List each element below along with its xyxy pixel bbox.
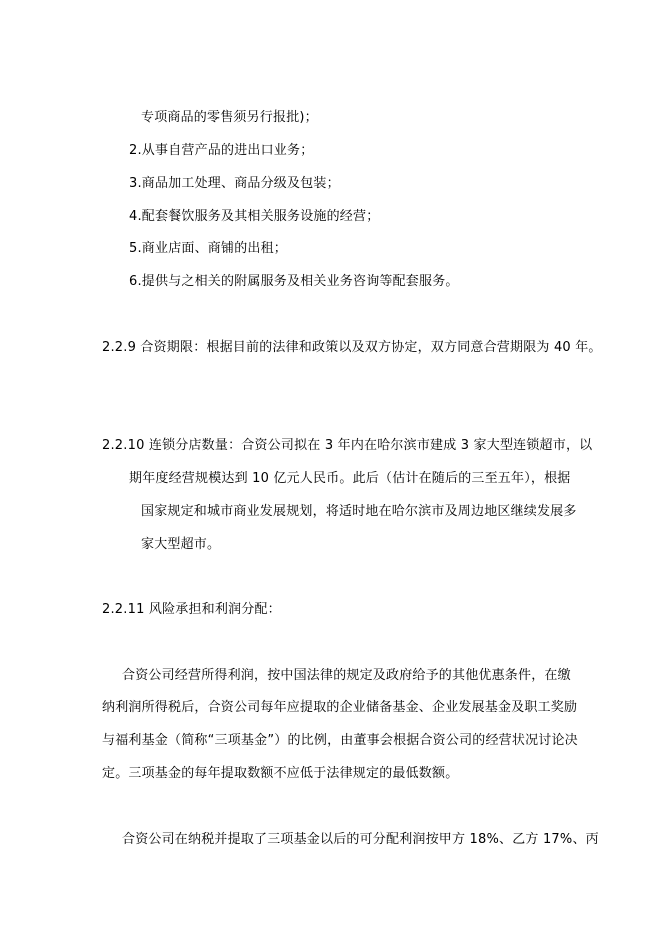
scope-item-4: 4.配套餐饮服务及其相关服务设施的经营； xyxy=(129,209,380,224)
section-2-2-10-line-3: 国家规定和城市商业发展规划，将适时地在哈尔滨市及周边地区继续发展多 xyxy=(141,504,577,519)
scope-item-continuation: 专项商品的零售须另行报批)； xyxy=(141,110,318,125)
section-2-2-11-paragraph-1-line-2: 纳利润所得税后，合资公司每年应提取的企业储备基金、企业发展基金及职工奖励 xyxy=(102,700,578,715)
section-2-2-11-heading: 2.2.11 风险承担和利润分配： xyxy=(102,602,281,617)
section-2-2-10-line-4: 家大型超市。 xyxy=(141,537,221,552)
scope-item-5: 5.商业店面、商铺的出租； xyxy=(129,241,288,256)
section-2-2-11-paragraph-1-line-1: 合资公司经营所得利润，按中国法律的规定及政府给予的其他优惠条件，在缴 xyxy=(122,668,571,683)
section-2-2-9: 2.2.9 合资期限：根据目前的法律和政策以及双方协定，双方同意合营期限为 40 年。 xyxy=(102,340,602,355)
section-2-2-11-paragraph-1-line-3: 与福利基金（简称“三项基金”）的比例，由董事会根据合资公司的经营状况讨论决 xyxy=(102,733,578,748)
section-2-2-11-paragraph-1-line-4: 定。三项基金的每年提取数额不应低于法律规定的最低数额。 xyxy=(102,766,459,781)
scope-item-2: 2.从事自营产品的进出口业务； xyxy=(129,143,314,158)
section-2-2-11-paragraph-2-line-1: 合资公司在纳税并提取了三项基金以后的可分配利润按甲方 18%、乙方 17%、丙 xyxy=(122,832,599,847)
section-2-2-10-line-1: 2.2.10 连锁分店数量：合资公司拟在 3 年内在哈尔滨市建成 3 家大型连锁超市，以 xyxy=(102,438,593,453)
scope-item-6: 6.提供与之相关的附属服务及相关业务咨询等配套服务。 xyxy=(129,274,459,289)
scope-item-3: 3.商品加工处理、商品分级及包装； xyxy=(129,176,340,191)
section-2-2-10-line-2: 期年度经营规模达到 10 亿元人民币。此后（估计在随后的三至五年），根据 xyxy=(129,471,571,486)
